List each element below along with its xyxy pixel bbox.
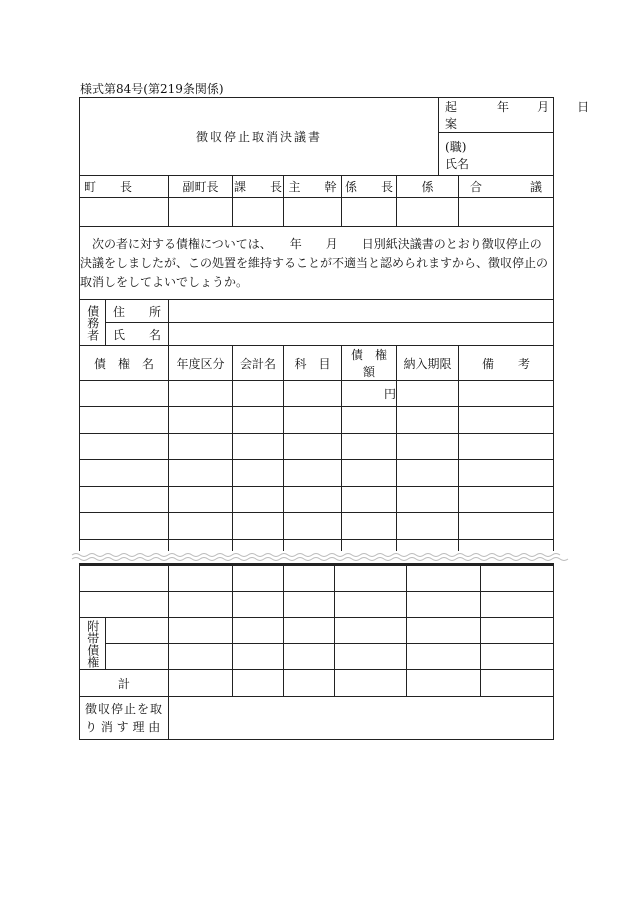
approval-stamp-chief-officer[interactable] [284, 198, 342, 227]
form-table-lower [79, 563, 554, 740]
debtor-label: 債務者 [85, 304, 100, 341]
debtor-name-field[interactable] [169, 323, 554, 346]
approval-header-chief-officer: 主 幹 [284, 176, 342, 198]
name-label: 氏名 [445, 157, 470, 171]
table-row [80, 434, 554, 460]
omission-wave-divider [72, 551, 560, 563]
table-row [80, 460, 554, 487]
form-table-upper [79, 97, 590, 566]
approval-header-consultation: 合 議 [459, 176, 554, 198]
reason-label: 徴収停止を取 り 消 す 理 由 [80, 697, 169, 740]
attached-claims-label-cell [80, 618, 106, 670]
col-header-account: 会計名 [233, 346, 284, 381]
approval-stamp-consultation[interactable] [459, 198, 554, 227]
table-row [80, 592, 554, 618]
col-header-fiscal-year: 年度区分 [169, 346, 233, 381]
drafter-field[interactable] [439, 133, 554, 176]
approval-header-section-chief: 課 長 [233, 176, 284, 198]
total-label: 計 [80, 670, 169, 697]
resolution-text: 次の者に対する債権については、 年 月 日別紙決議書のとおり徴収停止の決議をしましたが、この処置を維持することが不適当と認められますから、徴収停止の取消しをしてよいでしょうか。 [80, 227, 554, 300]
yen-label: 円 [342, 381, 397, 407]
col-header-item: 科 目 [284, 346, 342, 381]
approval-stamp-deputy-mayor[interactable] [169, 198, 233, 227]
approval-stamp-unit-chief[interactable] [342, 198, 397, 227]
col-header-claim-name: 債 権 名 [80, 346, 169, 381]
table-row [80, 513, 554, 540]
debtor-label-cell [80, 300, 106, 346]
approval-header-unit-chief: 係 長 [342, 176, 397, 198]
form-title: 徴収停止取消決議書 [80, 98, 439, 176]
col-header-due-date: 納入期限 [397, 346, 459, 381]
total-amount-field[interactable] [335, 670, 407, 697]
approval-stamp-section-chief[interactable] [233, 198, 284, 227]
approval-stamp-staff[interactable] [397, 198, 459, 227]
month-label: 月 [537, 100, 550, 114]
approval-header-staff: 係 [397, 176, 459, 198]
col-header-remarks: 備 考 [459, 346, 554, 381]
col-header-claim-amount: 債 権 額 [342, 346, 397, 381]
table-row [80, 381, 554, 407]
drafted-date [439, 98, 590, 133]
approval-stamp-mayor[interactable] [80, 198, 169, 227]
address-field[interactable] [169, 300, 554, 323]
day-label: 日 [577, 100, 590, 114]
name-label-debtor: 氏 名 [106, 323, 169, 346]
position-label: (職) [445, 140, 467, 154]
address-label: 住 所 [106, 300, 169, 323]
table-row [80, 565, 554, 592]
reason-field[interactable] [169, 697, 554, 740]
year-label: 年 [497, 100, 510, 114]
approval-header-mayor: 町 長 [80, 176, 169, 198]
attached-claims-label: 附帯債権 [85, 619, 100, 668]
form-reference: 様式第84号(第219条関係) [80, 82, 224, 96]
table-row [80, 487, 554, 513]
table-row [80, 407, 554, 434]
drafted-label: 起案 [445, 100, 458, 131]
approval-header-deputy-mayor: 副町長 [169, 176, 233, 198]
